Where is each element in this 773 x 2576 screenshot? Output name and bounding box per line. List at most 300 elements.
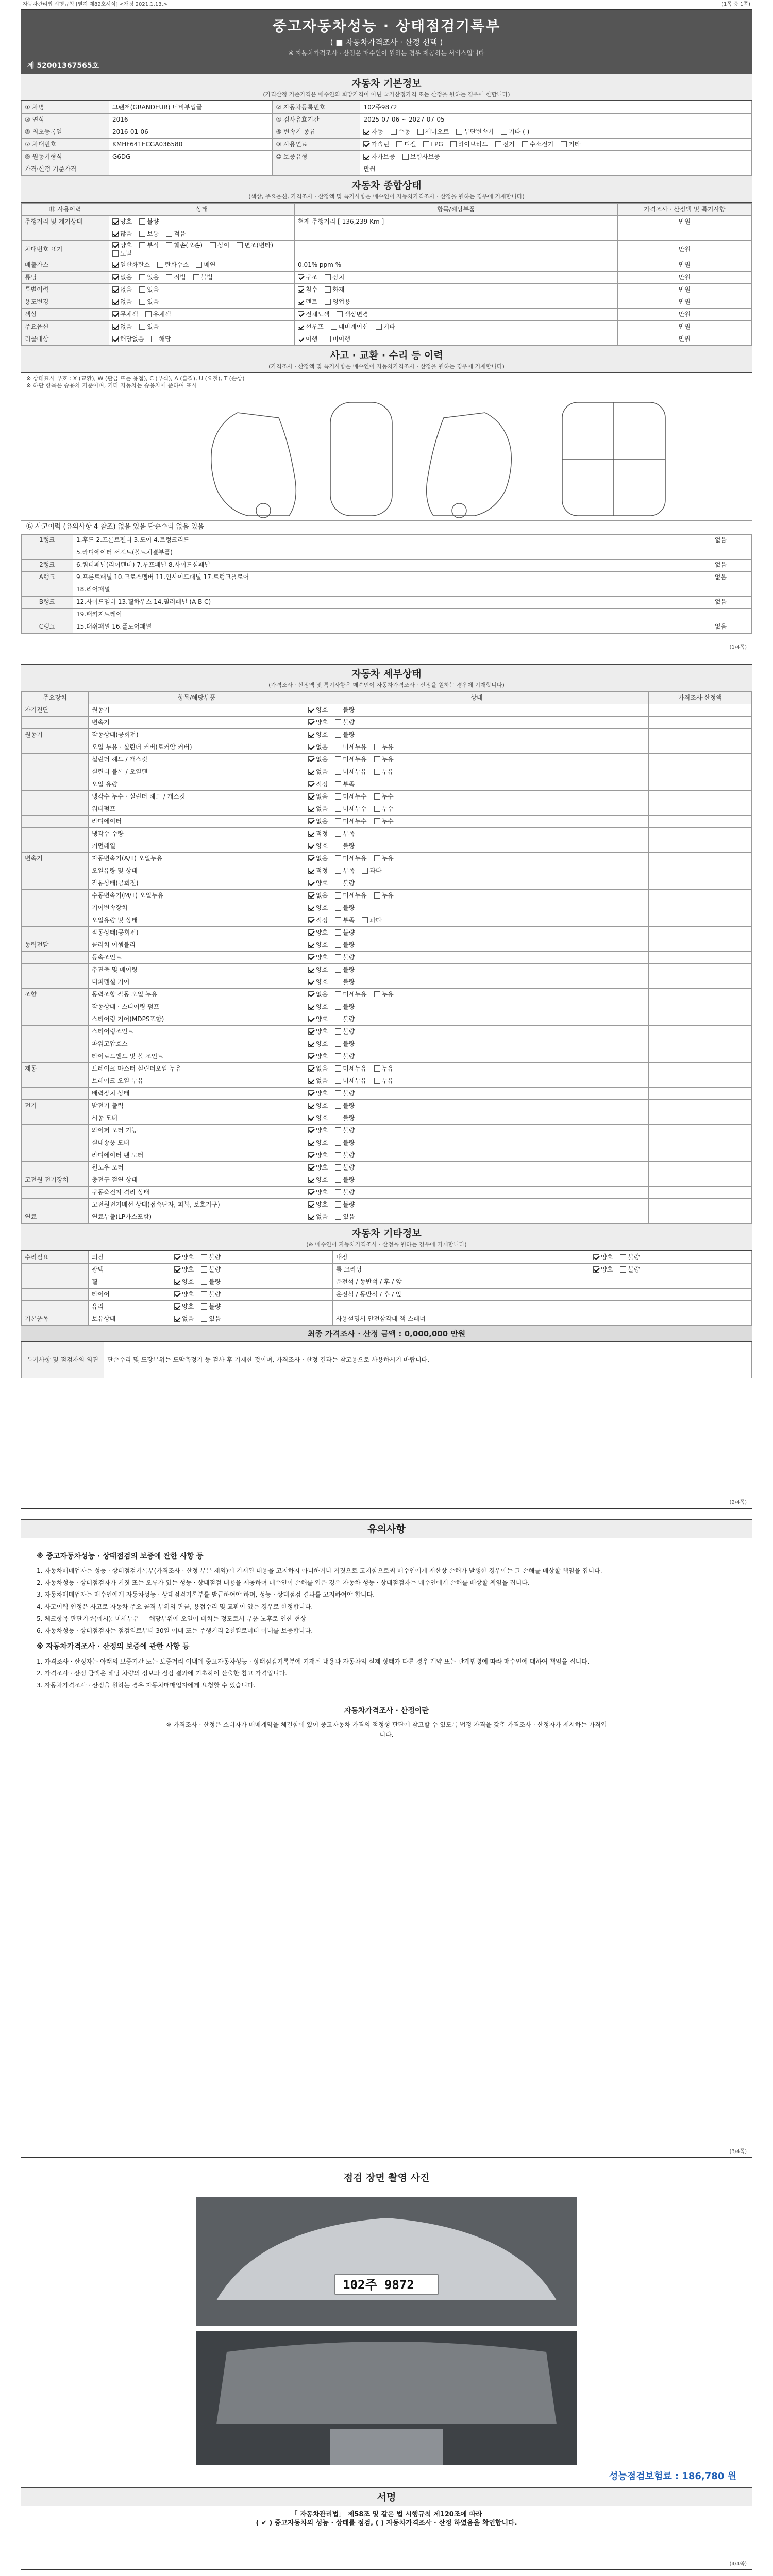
checkbox[interactable]	[139, 274, 145, 280]
checkbox[interactable]	[331, 324, 337, 330]
checkbox[interactable]	[335, 831, 341, 837]
checkbox[interactable]	[139, 286, 145, 293]
checkbox[interactable]	[335, 1078, 341, 1084]
checkbox[interactable]	[363, 129, 369, 135]
checkbox[interactable]	[308, 1065, 314, 1072]
checkbox[interactable]	[112, 262, 119, 268]
checkbox[interactable]	[201, 1291, 207, 1297]
checkbox[interactable]	[363, 154, 369, 160]
checkbox[interactable]	[308, 756, 314, 762]
device-group	[22, 741, 89, 753]
checkbox[interactable]	[335, 880, 341, 886]
checkbox[interactable]	[308, 806, 314, 812]
checkbox[interactable]	[335, 954, 341, 960]
table-row	[22, 1313, 752, 1325]
checkbox[interactable]	[308, 1115, 314, 1121]
checkbox[interactable]	[335, 917, 341, 923]
checkbox[interactable]	[335, 1103, 341, 1109]
option: 누유	[374, 756, 394, 764]
checkbox[interactable]	[374, 806, 380, 812]
checkbox[interactable]	[151, 336, 157, 342]
checkbox[interactable]	[335, 855, 341, 861]
checkbox[interactable]	[335, 1152, 341, 1158]
checkbox[interactable]	[112, 274, 119, 280]
checkbox[interactable]	[335, 991, 341, 997]
notice-item: 6. 자동차성능 · 상태점검자는 점검일로부터 30일 이내 또는 주행거리 2천킬로미터 이내를 보증합니다.	[37, 1627, 313, 1635]
checkbox[interactable]	[450, 141, 457, 147]
checkbox[interactable]	[237, 242, 243, 248]
table-row	[22, 951, 752, 963]
checkbox[interactable]	[325, 299, 331, 305]
device-state	[305, 790, 649, 803]
notice-item: 2. 가격조사 · 산정 금액은 해당 차량의 정보와 점검 결과에 기초하여 산출한 참고 가격입니다.	[37, 1669, 287, 1677]
checkbox[interactable]	[620, 1266, 626, 1273]
device-group	[22, 766, 89, 778]
checkbox[interactable]	[325, 336, 331, 342]
checkbox[interactable]	[335, 1016, 341, 1022]
option: 불량	[335, 1114, 355, 1123]
notice-heading-1: ※ 중고자동차성능 · 상태점검의 보증에 관한 사항 등	[37, 1552, 204, 1561]
device-state	[305, 889, 649, 902]
checkbox[interactable]	[363, 141, 369, 147]
checkbox[interactable]	[374, 756, 380, 762]
device-group	[22, 753, 89, 766]
checkbox[interactable]	[201, 1303, 207, 1310]
checkbox[interactable]	[335, 806, 341, 812]
option: 불량	[335, 706, 355, 715]
final-price-header	[21, 1326, 752, 1342]
field-value: 2016	[109, 113, 273, 126]
device-part: 동력조향 작동 오일 누유	[89, 988, 305, 1001]
checkbox[interactable]	[337, 311, 343, 317]
checkbox[interactable]	[308, 1214, 314, 1220]
option: 렌트	[298, 298, 317, 307]
checkbox[interactable]	[335, 719, 341, 725]
checkbox[interactable]	[308, 1016, 314, 1022]
rear-photo	[196, 2331, 577, 2465]
checkbox[interactable]	[298, 324, 304, 330]
option: 많음	[112, 230, 132, 239]
device-price	[649, 976, 752, 988]
device-state	[305, 716, 649, 728]
other-item: 내장	[332, 1251, 590, 1263]
checkbox[interactable]	[193, 274, 199, 280]
rank-value: 없음	[690, 596, 752, 608]
checkbox[interactable]	[308, 1041, 314, 1047]
checkbox[interactable]	[593, 1266, 599, 1273]
item-price	[618, 228, 752, 240]
device-part: 오일유량 및 상태	[89, 914, 305, 926]
checkbox[interactable]	[391, 129, 397, 135]
checkbox[interactable]	[335, 793, 341, 800]
checkbox[interactable]	[456, 129, 462, 135]
device-group	[22, 1137, 89, 1149]
table-row	[22, 1124, 752, 1137]
device-part: 작동상태 · 스티어링 펌프	[89, 1001, 305, 1013]
checkbox[interactable]	[593, 1254, 599, 1260]
checkbox[interactable]	[374, 818, 380, 824]
checkbox[interactable]	[374, 744, 380, 750]
checkbox[interactable]	[308, 1177, 314, 1183]
checkbox[interactable]	[417, 129, 424, 135]
item-label: 특별이력	[22, 284, 109, 296]
checkbox[interactable]	[335, 1004, 341, 1010]
checkbox[interactable]	[201, 1254, 207, 1260]
device-price	[649, 1112, 752, 1124]
table-row	[22, 547, 752, 559]
checkbox[interactable]	[308, 979, 314, 985]
checkbox[interactable]	[308, 732, 314, 738]
checkbox[interactable]	[374, 793, 380, 800]
checkbox[interactable]	[308, 1152, 314, 1158]
checkbox[interactable]	[196, 262, 202, 268]
device-part: 실린더 블록 / 오일팬	[89, 766, 305, 778]
device-part: 브레이크 마스터 실린더오일 누유	[89, 1062, 305, 1075]
checkbox[interactable]	[308, 1053, 314, 1059]
car-top-view	[330, 402, 392, 516]
checkbox[interactable]	[335, 1053, 341, 1059]
table-row	[22, 1300, 752, 1313]
checkbox[interactable]	[335, 843, 341, 849]
item-state	[109, 296, 295, 309]
checkbox[interactable]	[335, 1127, 341, 1133]
option: 누수	[374, 805, 394, 814]
checkbox[interactable]	[561, 141, 567, 147]
checkbox[interactable]	[308, 769, 314, 775]
checkbox[interactable]	[308, 1201, 314, 1208]
option: 양호	[308, 1090, 328, 1098]
document-subtitle: ( ■ 자동차가격조사 · 산정 선택 )	[330, 38, 443, 47]
checkbox[interactable]	[335, 1201, 341, 1208]
other-item: 보유상태	[89, 1313, 171, 1325]
option: 양호	[174, 1303, 194, 1311]
checkbox[interactable]	[335, 1065, 341, 1072]
checkbox[interactable]	[374, 991, 380, 997]
checkbox[interactable]	[335, 1028, 341, 1035]
option: 적정	[308, 917, 328, 925]
option: 양호	[174, 1291, 194, 1299]
basic-info-title: 자동차 기본정보	[351, 78, 422, 89]
checkbox[interactable]	[112, 299, 119, 305]
checkbox[interactable]	[308, 892, 314, 899]
option: 화재	[325, 286, 344, 294]
checkbox[interactable]	[335, 769, 341, 775]
device-price	[649, 1099, 752, 1112]
device-group	[22, 926, 89, 939]
checkbox[interactable]	[166, 231, 172, 237]
checkbox[interactable]	[174, 1303, 180, 1310]
checkbox[interactable]	[335, 892, 341, 899]
checkbox[interactable]	[335, 1164, 341, 1171]
checkbox[interactable]	[620, 1254, 626, 1260]
summary-table	[21, 203, 752, 346]
checkbox[interactable]	[335, 1177, 341, 1183]
basic-info-table	[21, 101, 752, 176]
checkbox[interactable]	[308, 855, 314, 861]
checkbox[interactable]	[335, 1214, 341, 1220]
checkbox[interactable]	[298, 286, 304, 293]
checkbox[interactable]	[201, 1279, 207, 1285]
checkbox[interactable]	[174, 1254, 180, 1260]
checkbox[interactable]	[174, 1266, 180, 1273]
option: 양호	[308, 1176, 328, 1184]
checkbox[interactable]	[335, 1189, 341, 1195]
checkbox[interactable]	[308, 818, 314, 824]
checkbox[interactable]	[374, 1065, 380, 1072]
checkbox[interactable]	[308, 868, 314, 874]
option: 양호	[308, 1003, 328, 1011]
checkbox[interactable]	[298, 299, 304, 305]
checkbox[interactable]	[325, 286, 331, 293]
checkbox[interactable]	[522, 141, 528, 147]
device-part: 수동변속기(M/T) 오일누유	[89, 889, 305, 902]
option: 세미오토	[417, 128, 449, 137]
checkbox[interactable]	[157, 262, 163, 268]
checkbox[interactable]	[335, 929, 341, 936]
table-row	[22, 1038, 752, 1050]
device-group	[22, 902, 89, 914]
checkbox[interactable]	[210, 242, 216, 248]
checkbox[interactable]	[308, 1028, 314, 1035]
checkbox[interactable]	[308, 1140, 314, 1146]
option: 양호	[308, 941, 328, 950]
checkbox[interactable]	[308, 744, 314, 750]
table-row	[22, 608, 752, 621]
checkbox[interactable]	[308, 1189, 314, 1195]
checkbox[interactable]	[201, 1316, 207, 1322]
option: 디젤	[396, 141, 416, 149]
table-row	[22, 827, 752, 840]
checkbox[interactable]	[166, 242, 172, 248]
checkbox[interactable]	[495, 141, 501, 147]
table-row	[22, 877, 752, 889]
table-row	[22, 240, 752, 259]
table-row	[22, 1137, 752, 1149]
option: 없음	[308, 793, 328, 801]
device-state	[305, 827, 649, 840]
checkbox[interactable]	[112, 286, 119, 293]
table-row	[22, 126, 752, 138]
item-price: 만원	[618, 272, 752, 284]
checkbox[interactable]	[308, 1103, 314, 1109]
checkbox[interactable]	[335, 967, 341, 973]
checkbox[interactable]	[298, 311, 304, 317]
checkbox[interactable]	[308, 1164, 314, 1171]
option: 불량	[335, 719, 355, 727]
checkbox[interactable]	[308, 1127, 314, 1133]
checkbox[interactable]	[374, 892, 380, 899]
table-row	[22, 333, 752, 346]
checkbox[interactable]	[308, 1078, 314, 1084]
table-row	[22, 914, 752, 926]
option: 양호	[308, 904, 328, 912]
basic-info-header	[21, 74, 752, 101]
checkbox[interactable]	[145, 311, 152, 317]
table-row	[22, 1263, 752, 1276]
option: 영업용	[325, 298, 350, 307]
checkbox[interactable]	[308, 793, 314, 800]
checkbox[interactable]	[174, 1316, 180, 1322]
checkbox[interactable]	[335, 1140, 341, 1146]
rank-value	[690, 584, 752, 596]
checkbox[interactable]	[201, 1266, 207, 1273]
item-state	[109, 240, 295, 259]
field-label	[273, 163, 360, 175]
notice-body	[21, 1538, 752, 1753]
device-group: 전기	[22, 1099, 89, 1112]
checkbox[interactable]	[308, 880, 314, 886]
option: 누유	[374, 1077, 394, 1086]
car-left-side	[211, 413, 296, 516]
checkbox[interactable]	[308, 707, 314, 713]
option: 부족	[335, 917, 355, 925]
checkbox[interactable]	[501, 129, 507, 135]
table-row	[22, 815, 752, 827]
checkbox[interactable]	[402, 154, 409, 160]
checkbox[interactable]	[112, 218, 119, 225]
notice-item: 3. 자동차매매업자는 매수인에게 자동차성능 · 상태점검기록부를 발급하여야 하며, 성능 · 상태점검 결과를 고지하여야 합니다.	[37, 1591, 375, 1599]
device-price	[649, 803, 752, 815]
rank-value: 없음	[690, 534, 752, 547]
checkbox[interactable]	[374, 769, 380, 775]
option: 불량	[335, 1176, 355, 1184]
option: 미세누수	[335, 805, 366, 814]
checkbox[interactable]	[396, 141, 402, 147]
checkbox[interactable]	[335, 1115, 341, 1121]
item-label: 색상	[22, 309, 109, 321]
option: 적법	[166, 274, 186, 282]
checkbox[interactable]	[308, 719, 314, 725]
option: 미이행	[325, 335, 350, 344]
checkbox[interactable]	[374, 855, 380, 861]
checkbox[interactable]	[308, 1090, 314, 1096]
checkbox[interactable]	[362, 917, 368, 923]
checkbox[interactable]	[374, 1078, 380, 1084]
option: 적음	[166, 230, 186, 239]
device-group	[22, 840, 89, 852]
checkbox[interactable]	[174, 1279, 180, 1285]
option: 누수	[374, 793, 394, 801]
checkbox[interactable]	[325, 274, 331, 280]
checkbox[interactable]	[335, 1090, 341, 1096]
checkbox[interactable]	[139, 324, 145, 330]
summary-title: 자동차 종합상태	[351, 179, 422, 191]
checkbox[interactable]	[139, 231, 145, 237]
checkbox[interactable]	[308, 831, 314, 837]
option: 적정	[308, 781, 328, 789]
checkbox[interactable]	[308, 991, 314, 997]
notice-item: 4. 사고이력 인정은 사고로 자동차 주요 골격 부위의 판금, 용접수리 및 교환이 있는 경우로 한정합니다.	[37, 1603, 313, 1611]
notice-heading-2: ※ 자동차가격조사 · 산정의 보증에 관한 사항 등	[37, 1642, 190, 1651]
checkbox[interactable]	[308, 942, 314, 948]
other-group: 수리필요	[22, 1251, 89, 1263]
checkbox[interactable]	[423, 141, 429, 147]
checkbox[interactable]	[335, 905, 341, 911]
option: 양호	[174, 1266, 194, 1274]
option: 유채색	[145, 311, 171, 319]
option: 불량	[139, 218, 159, 226]
checkbox[interactable]	[335, 1041, 341, 1047]
device-group	[22, 1161, 89, 1174]
checkbox[interactable]	[335, 942, 341, 948]
checkbox[interactable]	[376, 324, 382, 330]
device-group: 변속기	[22, 852, 89, 865]
checkbox[interactable]	[112, 311, 119, 317]
item-price: 만원	[618, 284, 752, 296]
checkbox[interactable]	[112, 324, 119, 330]
device-price	[649, 865, 752, 877]
checkbox[interactable]	[139, 218, 145, 225]
checkbox[interactable]	[308, 781, 314, 787]
checkbox[interactable]	[335, 744, 341, 750]
option: 누유	[374, 1065, 394, 1073]
checkbox[interactable]	[298, 336, 304, 342]
column-header: ⑪ 사용이력	[22, 203, 109, 215]
table-row	[22, 1062, 752, 1075]
checkbox[interactable]	[112, 242, 119, 248]
checkbox[interactable]	[335, 732, 341, 738]
other-item: 운전석 / 동반석 / 후 / 앞	[332, 1276, 590, 1288]
checkbox[interactable]	[112, 250, 119, 257]
notice-list-2	[37, 1657, 736, 1691]
checkbox[interactable]	[362, 868, 368, 874]
option: 미세누유	[335, 892, 366, 900]
checkbox[interactable]	[308, 929, 314, 936]
notice-header	[21, 1519, 752, 1538]
checkbox[interactable]	[174, 1291, 180, 1297]
table-row	[22, 284, 752, 296]
device-state	[305, 1161, 649, 1174]
other-item: 유리	[89, 1300, 171, 1313]
checkbox[interactable]	[335, 868, 341, 874]
checkbox[interactable]	[112, 231, 119, 237]
checkbox[interactable]	[308, 954, 314, 960]
checkbox[interactable]	[335, 818, 341, 824]
checkbox[interactable]	[139, 242, 145, 248]
field-value: G6DG	[109, 150, 273, 163]
page-count: (1쪽 중 1쪽)	[721, 2, 750, 7]
checkbox[interactable]	[335, 781, 341, 787]
checkbox[interactable]	[308, 917, 314, 923]
checkbox[interactable]	[166, 274, 172, 280]
checkbox[interactable]	[139, 299, 145, 305]
item-price: 만원	[618, 296, 752, 309]
checkbox[interactable]	[335, 979, 341, 985]
checkbox[interactable]	[308, 967, 314, 973]
device-group: 조향	[22, 988, 89, 1001]
checkbox[interactable]	[308, 1004, 314, 1010]
checkbox[interactable]	[308, 843, 314, 849]
option: 수소전기	[522, 141, 553, 149]
table-row	[22, 138, 752, 150]
option: 무채색	[112, 311, 138, 319]
device-part: 오일유량 및 상태	[89, 865, 305, 877]
option: 상이	[210, 242, 229, 250]
option: 전체도색	[298, 311, 329, 319]
rank-value: 없음	[690, 571, 752, 584]
checkbox[interactable]	[335, 707, 341, 713]
device-price	[649, 1137, 752, 1149]
photo-header	[21, 2168, 752, 2187]
option: 없음	[308, 805, 328, 814]
checkbox[interactable]	[112, 336, 119, 342]
checkbox[interactable]	[298, 274, 304, 280]
option: 도말	[112, 250, 132, 258]
device-price	[649, 766, 752, 778]
checkbox[interactable]	[335, 756, 341, 762]
item-detail	[295, 240, 618, 259]
checkbox[interactable]	[308, 905, 314, 911]
